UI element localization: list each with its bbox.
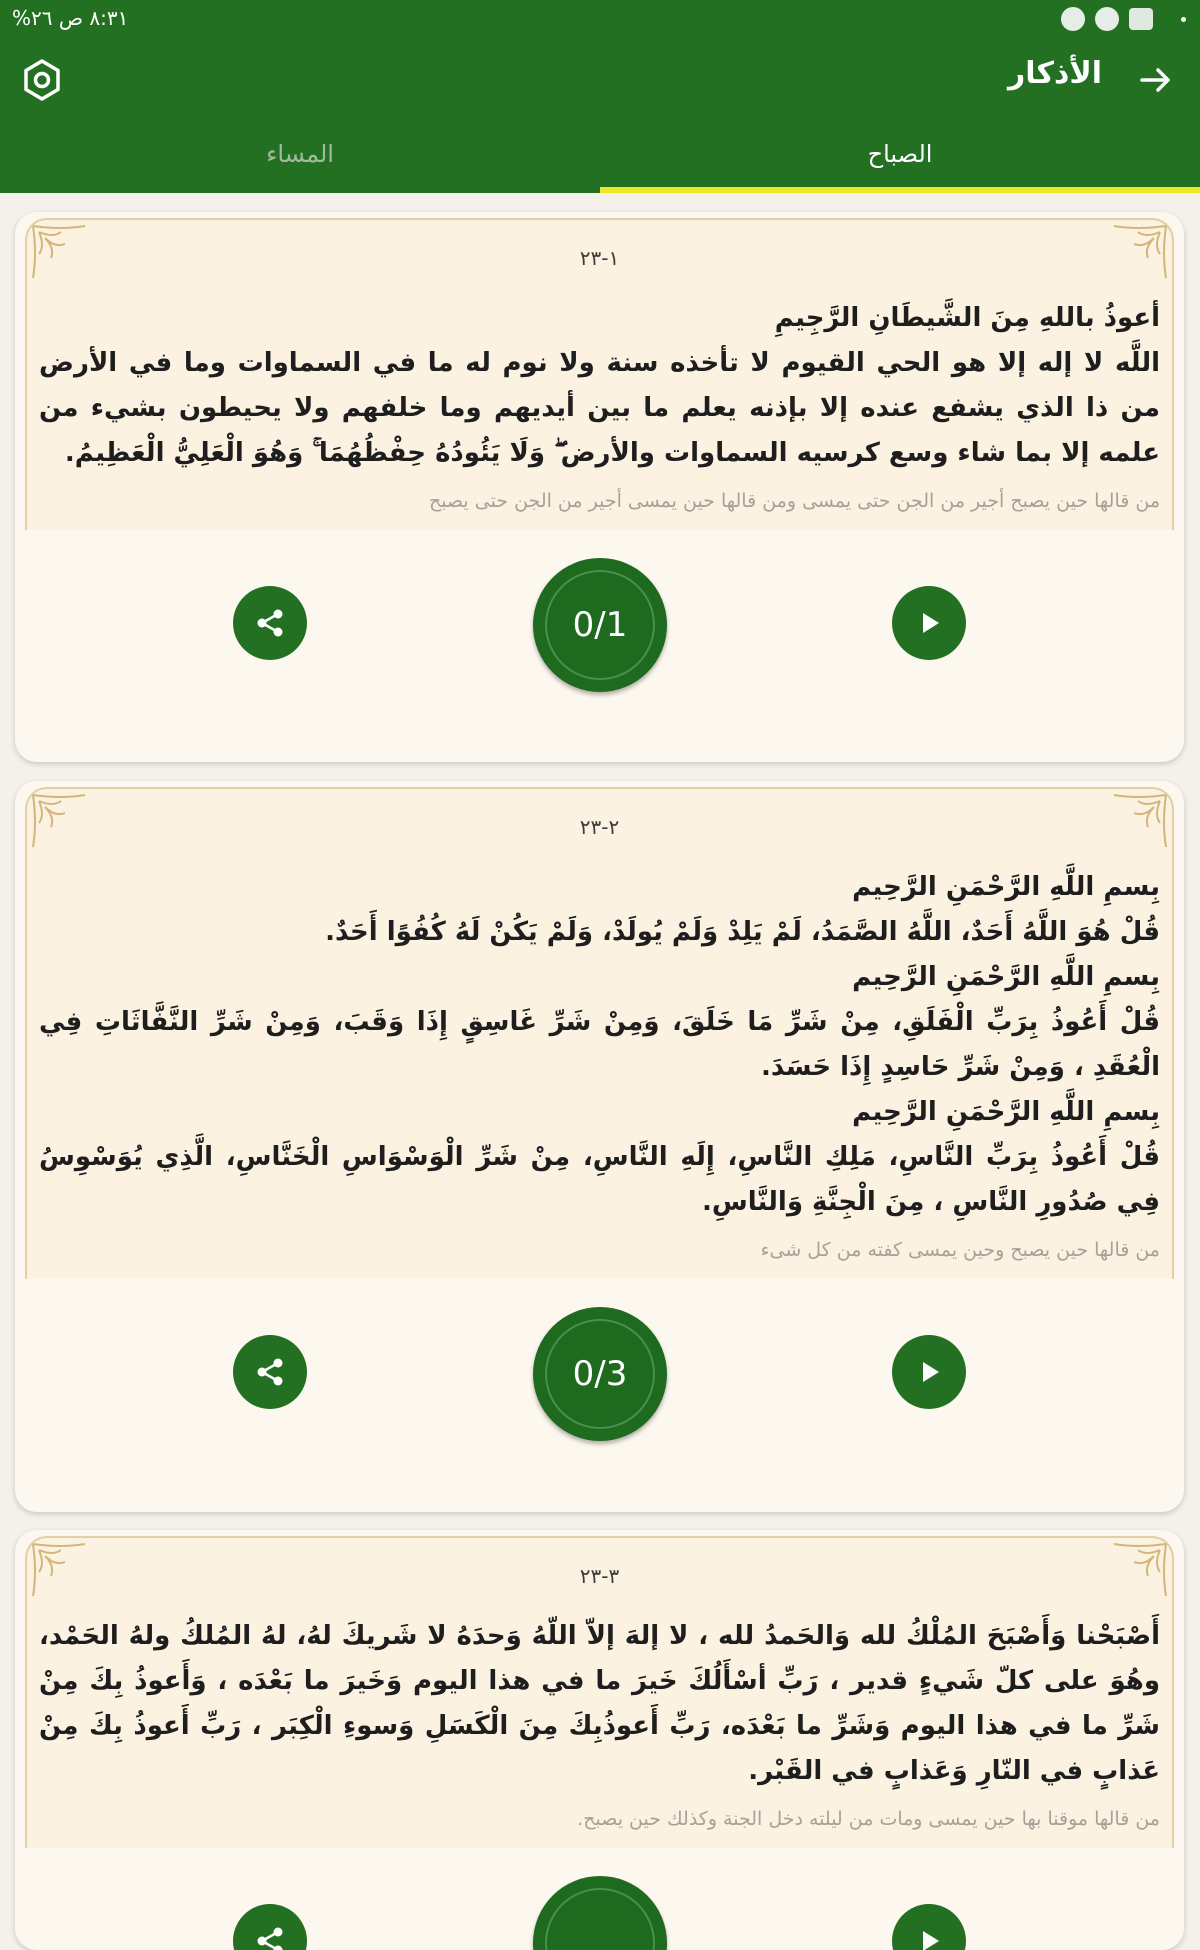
ornament-icon: [31, 224, 87, 280]
share-icon: [253, 1355, 287, 1389]
app-icon: [1129, 8, 1153, 30]
dhikr-line: بِسمِ اللَّهِ الرَّحْمَنِ الرَّحِيم: [39, 865, 1160, 910]
card-number: ٢-٢٣: [27, 789, 1172, 843]
dhikr-line: قُلْ أَعُوذُ بِرَبِّ الْفَلَقِ، مِنْ شَرِّ مَا خَلَقَ، وَمِنْ شَرِّ غَاسِقٍ إِذَا وَقَبَ، وَمِنْ شَرِّ النَّفَّاثَاتِ فِي الْعُقَدِ ، وَمِنْ شَرِّ حَاسِدٍ إِذَا حَسَدَ.: [39, 1000, 1160, 1090]
app-icon: [1061, 7, 1085, 31]
counter-button[interactable]: [533, 558, 667, 692]
status-text: ٨:٣١ ص ٢٦%: [12, 6, 128, 30]
counter-text: [533, 1876, 667, 1950]
dhikr-note: من قالها موقنا بها حين يمسى ومات من ليلته دخل الجنة وكذلك حين يصبح.: [27, 1794, 1172, 1848]
ornament-icon: [1112, 1542, 1168, 1598]
dhikr-text: [27, 843, 1172, 1225]
app-icon: [1095, 7, 1119, 31]
notification-dot-icon: [1181, 17, 1186, 22]
card-actions: [15, 530, 1184, 720]
dhikr-card: [15, 212, 1184, 762]
ornament-icon: [1112, 793, 1168, 849]
dhikr-line: أَصْبَحْنا وَأَصْبَحَ المُلْكُ لله وَالحَمدُ لله ، لا إلهَ إلاّ اللّهُ وَحدَهُ لا شَريكَ لهُ، لهُ المُلكُ ولهُ الحَمْد، وهُوَ على كلّ شَيءٍ قدير ، رَبِّ أسْأَلُكَ خَيرَ ما في هذا اليوم وَخَيرَ ما بَعْدَه ، وَأَعوذُ بِكَ مِنْ شَرِّ ما في هذا اليوم وَشَرِّ ما بَعْدَه، رَبِّ أَعوذُبِكَ مِنَ الْكَسَلِ وَسوءِ الْكِبَر ، رَبِّ أَعوذُ بِكَ مِنْ عَذابٍ في النّارِ وَعَذابٍ في القَبْر.: [39, 1614, 1160, 1794]
page-title: الأذكار: [1008, 56, 1102, 91]
dhikr-line: اللَّه لا إله إلا هو الحي القيوم لا تأخذه سنة ولا نوم له ما في السماوات وما في الأرض من ذا الذي يشفع عنده إلا بإذنه يعلم ما بين أيديهم وما خلفهم ولا يحيطون بشيء من علمه إلا بما شاء وسع كرسيه السماوات والأرض ۖ وَلَا يَئُودُهُ حِفْظُهُمَا ۚ وَهُوَ الْعَلِيُّ الْعَظِيمُ.: [39, 341, 1160, 476]
dhikr-text: [27, 274, 1172, 476]
share-icon: [253, 1924, 287, 1950]
card-content: [25, 1536, 1174, 1848]
share-icon: [253, 606, 287, 640]
card-number: ٣-٢٣: [27, 1538, 1172, 1592]
dhikr-card: [15, 781, 1184, 1512]
dhikr-text: [27, 1592, 1172, 1794]
counter-button[interactable]: [533, 1307, 667, 1441]
dhikr-line: أعوذُ باللهِ مِنَ الشَّيطَانِ الرَّجِيمِ: [39, 296, 1160, 341]
ornament-icon: [1112, 224, 1168, 280]
dhikr-line: بِسمِ اللَّهِ الرَّحْمَنِ الرَّحِيم: [39, 955, 1160, 1000]
play-button[interactable]: [892, 1904, 966, 1950]
card-number: ١-٢٣: [27, 220, 1172, 274]
status-icons: [1061, 7, 1186, 31]
play-icon: [914, 608, 944, 638]
dhikr-line: قُلْ هُوَ اللَّهُ أَحَدٌ، اللَّهُ الصَّمَدُ، لَمْ يَلِدْ وَلَمْ يُولَدْ، وَلَمْ يَكُنْ لَهُ كُفُوًا أَحَدٌ.: [39, 910, 1160, 955]
tab-evening[interactable]: المساء: [0, 115, 600, 193]
share-button[interactable]: [233, 1904, 307, 1950]
counter-text: 0/3: [533, 1307, 667, 1441]
card-content: [25, 218, 1174, 530]
dhikr-line: قُلْ أَعُوذُ بِرَبِّ النَّاسِ، مَلِكِ النَّاسِ، إِلَهِ النَّاسِ، مِنْ شَرِّ الْوَسْوَاسِ الْخَنَّاسِ، الَّذِي يُوَسْوِسُ فِي صُدُورِ النَّاسِ ، مِنَ الْجِنَّةِ وَالنَّاسِ.: [39, 1135, 1160, 1225]
play-button[interactable]: [892, 1335, 966, 1409]
tab-bar: [0, 115, 1200, 193]
status-bar: [0, 0, 1200, 38]
tab-morning[interactable]: الصباح: [600, 115, 1200, 193]
share-button[interactable]: [233, 586, 307, 660]
ornament-icon: [31, 1542, 87, 1598]
counter-button[interactable]: [533, 1876, 667, 1950]
dhikr-note: من قالها حين يصبح أجير من الجن حتى يمسى ومن قالها حين يمسى أجير من الجن حتى يصبح: [27, 476, 1172, 530]
dhikr-card: [15, 1530, 1184, 1950]
play-button[interactable]: [892, 586, 966, 660]
dhikr-line: بِسمِ اللَّهِ الرَّحْمَنِ الرَّحِيم: [39, 1090, 1160, 1135]
dhikr-note: من قالها حين يصبح وحين يمسى كفته من كل شىء: [27, 1225, 1172, 1279]
back-arrow-icon[interactable]: [1136, 60, 1176, 100]
tab-indicator: [600, 187, 1200, 193]
card-actions: [15, 1848, 1184, 1950]
card-content: [25, 787, 1174, 1279]
play-icon: [914, 1357, 944, 1387]
counter-text: 0/1: [533, 558, 667, 692]
share-button[interactable]: [233, 1335, 307, 1409]
play-icon: [914, 1926, 944, 1950]
settings-icon[interactable]: [20, 58, 64, 102]
ornament-icon: [31, 793, 87, 849]
card-actions: [15, 1279, 1184, 1469]
